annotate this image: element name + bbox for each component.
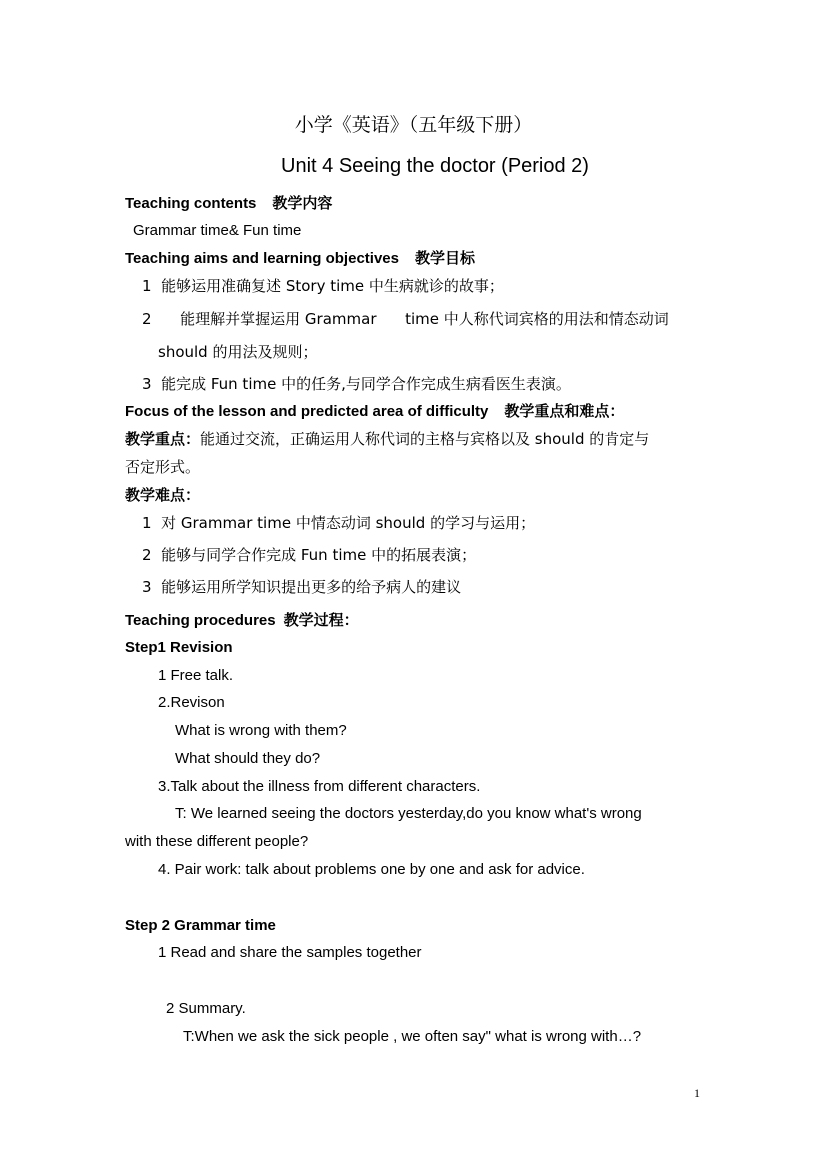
procedures-heading [125,610,359,631]
step1-line-2: 2.Revison [158,694,225,711]
step1-line-5: 3.Talk about the illness from different characters. [158,778,481,795]
aim-item-3: 3 能完成 Fun time 中的任务,与同学合作完成生病看医生表演。 [142,375,571,393]
step1-line-6: T: We learned seeing the doctors yesterday,do you know what's wrong [175,805,642,822]
procedures-heading-cn: 教学过程： [283,611,359,629]
step2-line-1: 1 Read and share the samples together [158,944,422,961]
key-point-label: 教学重点： [125,430,201,448]
unit-title: Unit 4 Seeing the doctor (Period 2) [281,155,589,177]
step1-heading: Step1 Revision [125,639,233,656]
teaching-contents-text: Grammar time& Fun time [133,222,302,239]
step1-line-7: with these different people? [125,833,309,850]
procedures-heading-en: Teaching procedures [125,612,276,629]
step2-heading: Step 2 Grammar time [125,917,276,934]
teaching-contents-heading [125,193,332,214]
document-title: 小学《英语》（五年级下册） [294,114,533,136]
aim-item-1: 1 能够运用准确复述 Story time 中生病就诊的故事； [142,277,504,295]
step1-line-8: 4. Pair work: talk about problems one by one and ask for advice. [158,861,585,878]
teaching-contents-heading-cn: 教学内容 [272,194,333,212]
step1-line-3: What is wrong with them? [175,722,347,739]
difficulty-item-1: 1 对 Grammar time 中情态动词 should 的学习与运用； [142,514,536,532]
key-point [125,429,649,449]
focus-heading-cn: 教学重点和难点： [504,402,625,420]
step1-line-4: What should they do? [175,750,321,767]
teaching-contents-heading-en: Teaching contents [125,195,257,212]
teaching-aims-heading [125,248,475,269]
focus-heading [125,401,624,422]
key-point-text: 能通过交流，正确运用人称代词的主格与宾格以及 should 的肯定与 [200,430,650,448]
step2-line-3: T:When we ask the sick people , we often say" what is wrong with…? [183,1028,642,1045]
focus-heading-en: Focus of the lesson and predicted area of difficulty [125,403,489,420]
page-number: 1 [694,1086,700,1100]
teaching-aims-heading-en: Teaching aims and learning objectives [125,250,399,267]
step2-line-2: 2 Summary. [166,1000,246,1017]
difficulty-item-2: 2 能够与同学合作完成 Fun time 中的拓展表演； [142,546,477,564]
aim-item-2: 2 能理解并掌握运用 Grammar time 中人称代词宾格的用法和情态动词 [142,310,669,328]
aim-item-2-continued: should 的用法及规则； [158,343,318,361]
step1-line-1: 1 Free talk. [158,667,234,684]
difficulty-item-3: 3 能够运用所学知识提出更多的给予病人的建议 [142,578,462,596]
difficulty-label: 教学难点： [125,486,201,504]
key-point-continued: 否定形式。 [125,458,201,476]
teaching-aims-heading-cn: 教学目标 [414,249,475,267]
